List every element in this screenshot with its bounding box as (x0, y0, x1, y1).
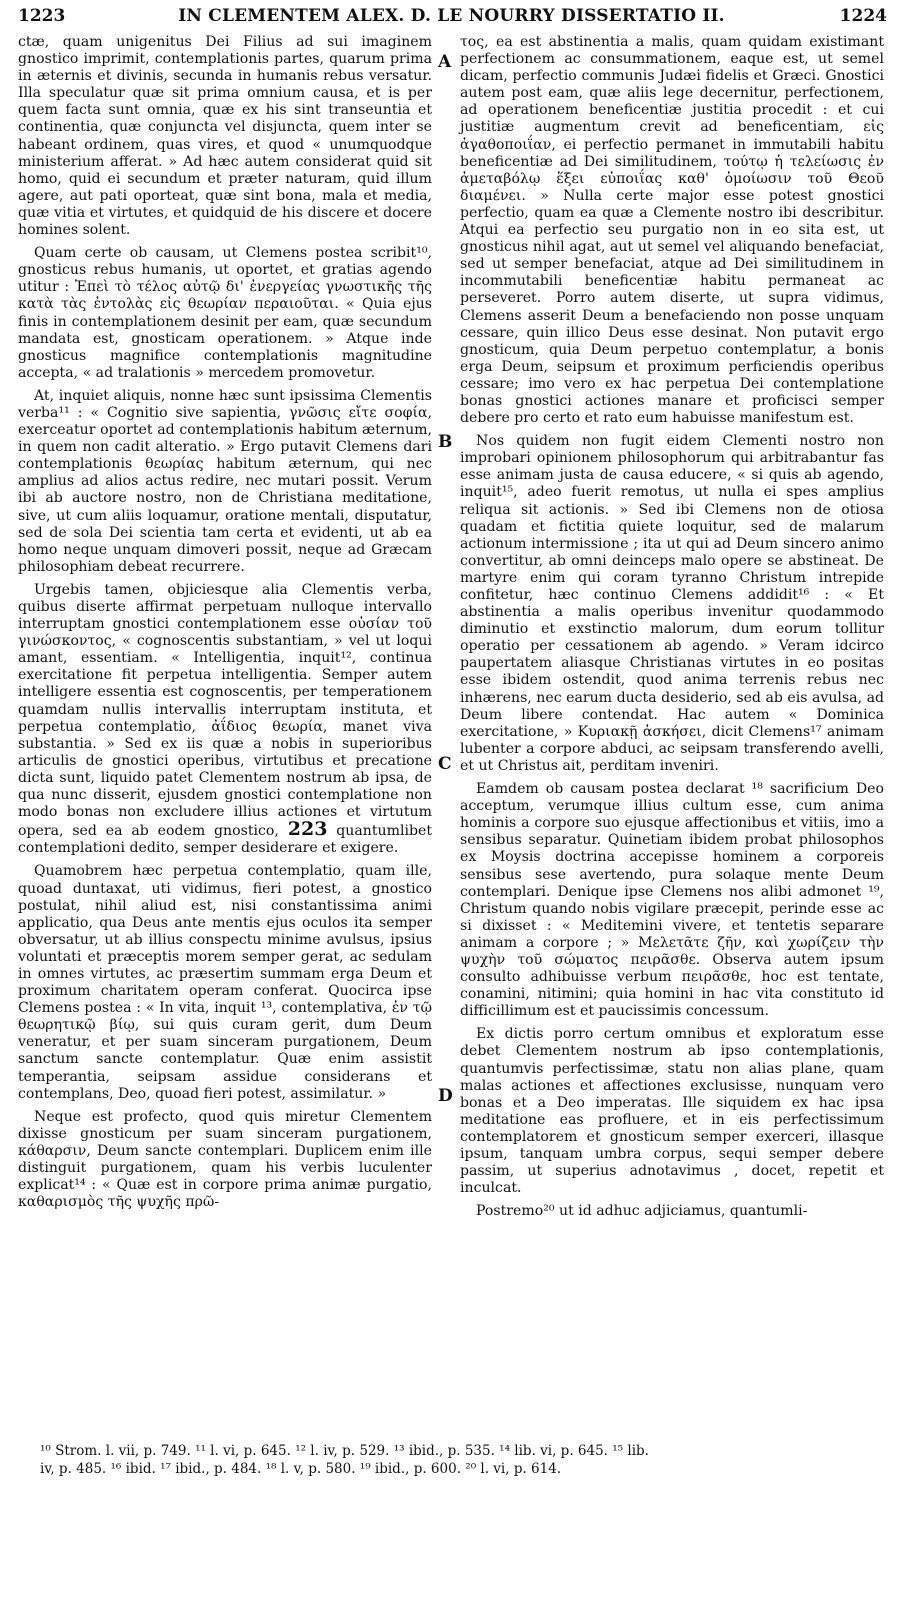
right-column (460, 34, 884, 1226)
page-number-left: 1223 (18, 6, 66, 26)
paragraph: Postremo²⁰ ut id adhuc adjiciamus, quantumli- (476, 1203, 808, 1220)
inline-page-number: 223 (287, 818, 328, 841)
paragraph: Neque est profecto, quod quis miretur Clementem dixisse gnosticum per suam sinceram purgationem, κάθαρσιν, Deum sancte contemplari. Duplicem enim ille distinguit purgationem, quam his verbis luculenter explicat¹⁴ : « Quæ est in corpore prima animæ purgatio, καθαρισμὸς τῆς ψυχῆς πρῶ- (18, 1108, 432, 1211)
margin-marker-a: A (438, 52, 452, 72)
page-header (0, 4, 903, 34)
paragraph-text: quantumlibet contemplationi dedito, semper desiderare et exigere. (18, 823, 433, 857)
paragraph: τος, ea est abstinentia a malis, quam quidam existimant perfectionem ac consummationem, eaque est, ut semel dicam, perfectio communis Judæi fidelis et Græci. Gnostici autem post eam, quæ aliis lege decernitur, perfectionem, ad operationem beneficentiæ justitia procedit : et cui justitiæ augmentum crevit ad beneficentiam, εἰς ἀγαθοποιΐαν, ei perfectio permanet in immutabili habitu beneficentiæ ad Dei similitudinem, τούτῳ ἡ τελείωσις ἐν ἀμεταβόλῳ ἕξει εὐποιΐας καθ' ὁμοίωσιν τοῦ Θεοῦ διαμένει. » Nulla certe major esse potest gnostici perfectio, quam ea quæ a Clemente nostro ibi describitur. Atqui ea perfectio seu purgatio non in eo sita est, ut gnosticus nihil agat, aut ut semel vel aliquando benefaciat, sed ut semper benefaciat, atque ad Dei similitudinem in incommutabili beneficentiæ habitu permaneat ac perseveret. Porro autem diserte, ut supra vidimus, Clemens asserit Deum a benefaciendo non posse unquam cessare, quin illico Deus esse desinat. Non putavit ergo gnosticum, quia Deum perpetuo contemplatur, a bonis erga Deum, seipsum et proximum perficiendis operibus cessare; imo vero ex hac perpetua Dei contemplatione bonas gnostici actiones manare et proficisci semper debere pro certo et rato eum habuisse manifestum est. (460, 34, 884, 427)
paragraph: Quamobrem hæc perpetua contemplatio, quam ille, quoad duntaxat, uti vidimus, fieri potest, a gnostico postulat, nihil aliud est, nisi constantissima animi applicatio, qua Deus ante mentis ejus oculos ita semper obversatur, ut ab illius conspectu minime avulsus, ipsius voluntati et præceptis morem semper gerat, ac sedulam in omnes virtutes, ac præsertim summam erga Deum et proximum charitatem operam conferat. Quocirca ipse Clemens postea : « In vita, inquit ¹³, contemplativa, ἐν τῷ θεωρητικῷ βίῳ, sui quis curam gerit, dum Deum veneratur, et per suam sinceram purgationem, Deum sanctum sancte contemplatur. Quæ enim assistit temperantia, seipsam assidue considerans et contemplans, Deo, quoad fieri potest, assimilatur. » (18, 863, 432, 1102)
paragraph: Eamdem ob causam postea declarat ¹⁸ sacrificium Deo acceptum, verumque illius cultum esse, cum anima hominis a corpore suo ejusque affectionibus et vitiis, imo a sensibus separatur. Quinetiam ibidem probat philosophos ex Moysis doctrina accepisse hominem a corporeis sensibus sese avertendo, pura solaque mente Deum contemplari. Denique ipse Clemens nos alibi admonet ¹⁹, Christum quando nobis vigilare præcepit, perinde esse ac si dixisset : « Meditemini vivere, et tentetis separare animam a corpore ; » Μελετᾶτε ζῆν, καὶ χωρίζειν τὴν ψυχὴν τοῦ σώματος πειρᾶσθε. Observa autem ipsum consulto adhibuisse verbum πειρᾶσθε, hoc est tentate, conamini, nitimini; quia homini in hac vita constituto id difficillimum est et paucissimis concessum. (460, 781, 884, 1020)
margin-marker-d: D (438, 1086, 453, 1106)
footnote-line: iv, p. 485. ¹⁶ ibid. ¹⁷ ibid., p. 484. ¹⁸ l. v, p. 580. ¹⁹ ibid., p. 600. ²⁰ l. vi, p. 614. (40, 1461, 562, 1477)
left-column (18, 34, 432, 1217)
paragraph: ctæ, quam unigenitus Dei Filius ad sui imaginem gnostico imprimit, contemplationis partes, quarum prima in æternis et divinis, secunda in humanis rebus versatur. Illa speculatur quæ sit prima omnium causa, et is per quem facta sunt omnia, quæ ex his sint transeuntia et continentia, quæ conjuncta vel disjuncta, quem inter se habeant ordinem, quas vires, et quod « unumquodque ministerium afferat. » Ad hæc autem considerat quid sit homo, quid ei secundum et præter naturam, quid illum agere, aut pati oporteat, quæ sint bona, mala et media, quæ vitia et virtutes, et quidquid de his discere et docere homines solent. (18, 34, 432, 239)
paragraph: Nos quidem non fugit eidem Clementi nostro non improbari opinionem philosophorum qui arbitrabantur fas esse animam justa de causa educere, « si quis ab agendo, inquit¹⁵, adeo fuerit remotus, ut nulla ei spes amplius reliqua sit actionis. » Sed ibi Clemens non de otiosa quadam et fictitia quiete loquitur, sed de malarum actionum intermissione ; ita ut qui ad Deum sincero animo convertitur, ab omni deinceps malo opere se abstineat. De martyre enim qui coram tyranno Christum intrepide confitetur, hæc continuo Clemens addidit¹⁶ : « Et abstinentia a malis operibus invenitur quodammodo diminutio et exstinctio malorum, dum eorum tollitur operatio per cessationem ab agendo. » Veram idcirco paupertatem aliasque Christianas virtutes in eo positas esse ibidem ostendit, quod anima terrenis rebus nec inhærens, nec earum ducta desiderio, sed ab eis avulsa, ad Deum libere contendat. Hac autem « Dominica exercitatione, » Κυριακῇ ἀσκήσει, dicit Clemens¹⁷ animam lubenter a corpore abduci, ac seipsam transferendo avelli, et ut Christus ait, perditam inveniri. (460, 433, 884, 774)
margin-marker-b: B (438, 432, 453, 452)
running-title: IN CLEMENTEM ALEX. D. LE NOURRY DISSERTATIO II. (178, 6, 725, 26)
page-number-right: 1224 (839, 6, 887, 26)
paragraph: At, inquiet aliquis, nonne hæc sunt ipsissima Clementis verba¹¹ : « Cognitio sive sapientia, γνῶσις εἴτε σοφία, exerceatur oportet ad contemplationis habitum æternum, in quem non cadit alteratio. » Ergo putavit Clemens dari contemplationis θεωρίας habitum æternum, qui nec amplius ad alios actus redire, nec mutari possit. Verum ibi ab auctore nostro, non de Christiana meditatione, sive, ut cum aliis loquamur, oratione mentali, disputatur, sed de sola Dei scientia tam certa et evidenti, ut ab ea homo neque unquam dimoveri possit, neque ad Græcam philosophiam debeat recurrere. (18, 387, 432, 575)
paragraph: Ex dictis porro certum omnibus et exploratum esse debet Clementem nostrum ab ipso contemplationis, quantumvis perfectissimæ, statu non alias plane, quam malas actiones et affectiones exclusisse, nunquam vero bonas et a Deo imperatas. Ille siquidem ex hac ipsa meditatione eas profluere, et in eis perfectissimum contemplatorem et gnosticum semper exerceri, illasque ipsum, tanquam umbra corpus, sequi semper debere passim, ut superius adnotavimus , docet, repetit et inculcat. (460, 1026, 884, 1197)
paragraph: Quam certe ob causam, ut Clemens postea scribit¹⁰, gnosticus rebus humanis, ut oportet, et gratias agendo utitur : Ἐπεὶ τὸ τέλος αὐτῷ δι' ἐνεργείας γνωστικῆς τῆς κατὰ τὰς ἐντολὰς εἰς θεωρίαν περαιοῦται. « Quia ejus finis in contemplationem desinit per eam, quæ secundum mandata est, gnosticam operationem. » Atque inde gnosticus magnifice contemplationis magnitudine accepta, « ad tralationis » mercedem promovetur. (18, 245, 432, 381)
paragraph-text: Urgebis tamen, objiciesque alia Clementis verba, quibus diserte affirmat perpetuam nulloque intervallo interruptam gnostici contemplationem esse οὐσίαν τοῦ γινώσκοντος, « cognoscentis substantiam, » vel ut loqui amant, essentiam. « Intelligentia, inquit¹², continua exercitatione fit perpetua intelligentia. Semper autem intelligere essentia est cognoscentis, per temperationem quamdam nullis intervallis interruptam instituta, et perpetua contemplatio, ἀΐδιος θεωρία, manet viva substantia. » Sed ex iis quæ a nobis in superioribus articulis de gnostici operibus, virtutibus et precatione dicta sunt, liquido patet Clementem nostrum ab ipsa, de qua nunc disserit, ejusdem gnostici contemplatione non modo bonas non excludere illius actiones et virtutum opera, sed ea ab eodem gnostico, (18, 581, 432, 840)
footnote-line: ¹⁰ Strom. l. vii, p. 749. ¹¹ l. vi, p. 645. ¹² l. iv, p. 529. ¹³ ibid., p. 535. ¹⁴ lib. vi, p. 645. ¹⁵ lib. (40, 1443, 649, 1459)
margin-marker-c: C (438, 754, 452, 774)
footnotes (40, 1442, 888, 1478)
paragraph (18, 582, 432, 858)
